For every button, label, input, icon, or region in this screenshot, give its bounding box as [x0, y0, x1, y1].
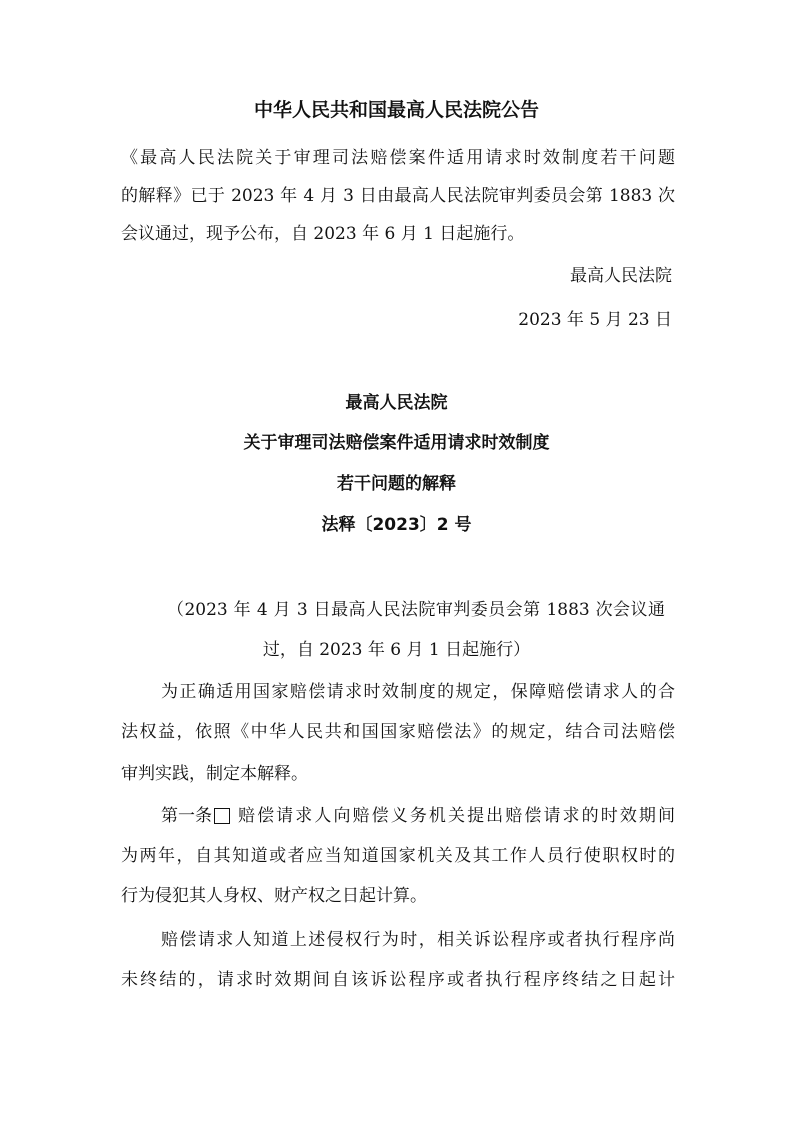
adoption-note-line-2: 过，自 2023 年 6 月 1 日起施行）	[262, 640, 531, 660]
preamble-line-3: 审判实践，制定本解释。	[121, 764, 308, 784]
announcement-signature: 最高人民法院	[570, 266, 672, 286]
paragraph-2-line-1: 赔偿请求人知道上述侵权行为时，相关诉讼程序或者执行程序尚	[161, 930, 675, 950]
doc-number: 法释〔2023〕2 号	[321, 515, 472, 535]
announcement-line-3: 会议通过，现予公布，自 2023 年 6 月 1 日起施行。	[121, 224, 525, 244]
doc-heading-subtitle: 若干问题的解释	[337, 474, 456, 494]
announcement-date: 2023 年 5 月 23 日	[518, 310, 672, 330]
article-1-line-2: 为两年，自其知道或者应当知道国家机关及其工作人员行使职权时的	[121, 846, 675, 866]
doc-heading-title: 关于审理司法赔偿案件适用请求时效制度	[243, 433, 550, 453]
paragraph-2-line-2: 未终结的，请求时效期间自该诉讼程序或者执行程序终结之日起计	[121, 970, 675, 990]
checkbox-square-icon	[214, 808, 230, 824]
announcement-line-1: 《最高人民法院关于审理司法赔偿案件适用请求时效制度若干问题	[121, 148, 675, 168]
preamble-line-1: 为正确适用国家赔偿请求时效制度的规定，保障赔偿请求人的合	[161, 682, 675, 702]
preamble-line-2: 法权益，依照《中华人民共和国国家赔偿法》的规定，结合司法赔偿	[121, 722, 675, 742]
article-1-label: 第一条	[161, 806, 212, 826]
article-1-line-1	[161, 806, 675, 826]
article-1-text-1: 赔偿请求人向赔偿义务机关提出赔偿请求的时效期间	[238, 806, 675, 826]
announcement-title: 中华人民共和国最高人民法院公告	[253, 99, 539, 121]
announcement-line-2: 的解释》已于 2023 年 4 月 3 日由最高人民法院审判委员会第 1883 次	[121, 186, 675, 206]
article-1-line-3: 行为侵犯其人身权、财产权之日起计算。	[121, 886, 427, 906]
adoption-note-line-1: （2023 年 4 月 3 日最高人民法院审判委员会第 1883 次会议通	[167, 600, 665, 620]
doc-heading-court: 最高人民法院	[345, 393, 448, 413]
